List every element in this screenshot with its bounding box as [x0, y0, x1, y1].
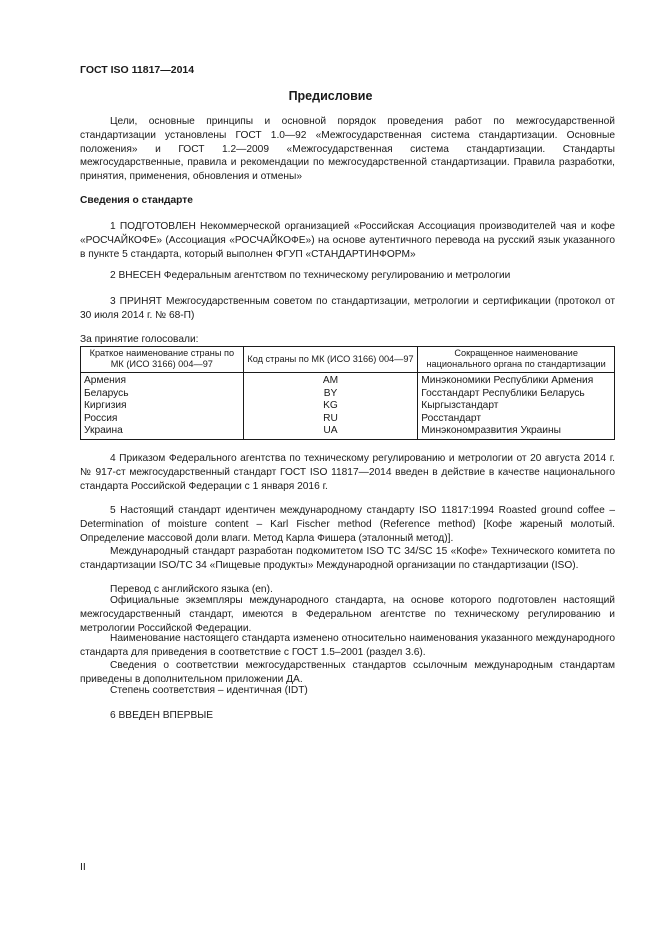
- item-4-paragraph: 4 Приказом Федерального агентства по техническому регулированию и метрологии от 20 августа 2014 г. № 917-ст межгосударственный стандарт ГОСТ ISO 11817—2014 введен в действие в качестве национального стандарта Российской Федерации с 1 января 2016 г.: [80, 453, 615, 492]
- vote-table-header-code: Код страны по МК (ИСО 3166) 004—97: [243, 347, 418, 373]
- body-cell: Госстандарт Республики Беларусь: [418, 388, 615, 401]
- code-cell: AM: [243, 373, 418, 388]
- table-row: [81, 373, 615, 388]
- vote-table-caption: За принятие голосовали:: [80, 334, 199, 345]
- item-2-paragraph: 2 ВНЕСЕН Федеральным агентством по техническому регулированию и метрологии: [110, 270, 511, 281]
- country-cell: Беларусь: [81, 388, 244, 401]
- item-5-translation-paragraph: Перевод с английского языка (en).: [110, 584, 273, 595]
- code-cell: BY: [243, 388, 418, 401]
- page-title: Предисловие: [288, 89, 373, 103]
- page-number: II: [80, 861, 86, 873]
- item-5-name-change-paragraph: Наименование настоящего стандарта изменено относительно наименования указанного международного стандарта для приведения в соответствие с ГОСТ 1.5–2001 (раздел 3.6).: [80, 633, 615, 658]
- intro-paragraph: Цели, основные принципы и основной порядок проведения работ по межгосударственной стандартизации установлены ГОСТ 1.0—92 «Межгосударственная система стандартизации. Основные положения» и ГОСТ 1.2—2009 «Межгосударственная система стандартизации. Стандарты межгосударственные, правила и рекомендации по межгосударственной стандартизации. Правила разработки, принятия, применения, обновления и отмены»: [80, 116, 615, 183]
- item-5-development-paragraph: Международный стандарт разработан подкомитетом ISO TC 34/SC 15 «Кофе» Технического комитета по стандартизации ISO/TC 34 «Пищевые продукты» Международной организации по стандартизации (ISO).: [80, 546, 615, 571]
- code-cell: RU: [243, 413, 418, 426]
- table-row: [81, 400, 615, 413]
- section-heading: Сведения о стандарте: [80, 195, 193, 206]
- country-cell: Украина: [81, 425, 244, 439]
- vote-table-header-body: Сокращенное наименование национального органа по стандартизации: [418, 347, 615, 373]
- vote-table-header-row: [81, 347, 615, 373]
- code-cell: UA: [243, 425, 418, 439]
- vote-table-header-country: Краткое наименование страны по МК (ИСО 3166) 004—97: [81, 347, 244, 373]
- code-cell: KG: [243, 400, 418, 413]
- item-6-paragraph: 6 ВВЕДЕН ВПЕРВЫЕ: [110, 710, 214, 721]
- item-1-paragraph: 1 ПОДГОТОВЛЕН Некоммерческой организацией «Российская Ассоциация производителей чая и кофе «РОСЧАЙКОФЕ» (Ассоциация «РОСЧАЙКОФЕ») на основе аутентичного перевода на русский язык указанного в пункте 5 стандарта, который выполнен ФГУП «СТАНДАРТИНФОРМ»: [80, 221, 615, 260]
- body-cell: Кыргызстандарт: [418, 400, 615, 413]
- table-row: [81, 388, 615, 401]
- body-cell: Минэкономразвития Украины: [418, 425, 615, 439]
- body-cell: Минэкономики Республики Армения: [418, 373, 615, 388]
- table-row: [81, 413, 615, 426]
- document-code-header: ГОСТ ISO 11817—2014: [80, 64, 195, 76]
- item-5-paragraph: 5 Настоящий стандарт идентичен международному стандарту ISO 11817:1994 Roasted ground coffee – Determination of moisture content – Karl Fischer method (Reference method) [Кофе жареный молотый. Определение массовой доли влаги. Метод Карла Фишера (эталонный метод)].: [80, 505, 615, 544]
- table-row: [81, 425, 615, 439]
- item-5-copies-paragraph: Официальные экземпляры международного стандарта, на основе которого подготовлен настоящий межгосударственный стандарт, имеются в Федеральном агентстве по техническому регулированию и метрологии Российской Федерации.: [80, 595, 615, 634]
- country-cell: Россия: [81, 413, 244, 426]
- body-cell: Росстандарт: [418, 413, 615, 426]
- vote-table: [80, 346, 615, 440]
- country-cell: Армения: [81, 373, 244, 388]
- item-5-conformity-paragraph: Степень соответствия – идентичная (IDT): [110, 685, 308, 696]
- item-5-references-paragraph: Сведения о соответствии межгосударственных стандартов ссылочным международным стандартам приведены в дополнительном приложении ДА.: [80, 660, 615, 685]
- country-cell: Киргизия: [81, 400, 244, 413]
- item-3-paragraph: 3 ПРИНЯТ Межгосударственным советом по стандартизации, метрологии и сертификации (протокол от 30 июля 2014 г. № 68-П): [80, 296, 615, 321]
